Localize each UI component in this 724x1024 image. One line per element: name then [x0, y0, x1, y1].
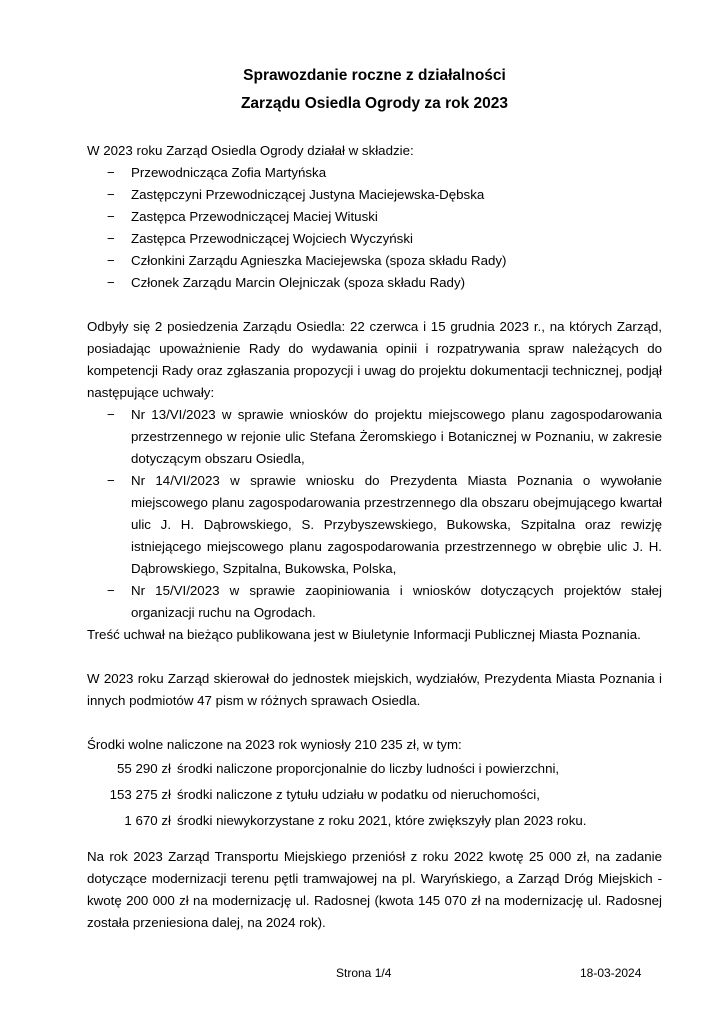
- composition-intro: W 2023 roku Zarząd Osiedla Ogrody działał w składzie:: [87, 143, 414, 158]
- document-page: [87, 62, 662, 934]
- resolution-item: − Nr 15/VI/2023 w sprawie zaopiniowania i wniosków dotyczących projektów stałej organizacji ruchu na Ogrodach.: [87, 580, 662, 624]
- fund-amount: 153 275 zł: [109, 787, 171, 802]
- resolutions-list: [87, 404, 662, 624]
- document-title-line-2: Zarządu Osiedla Ogrody za rok 2023: [240, 95, 509, 112]
- board-member: − Przewodnicząca Zofia Martyńska: [87, 162, 662, 184]
- board-member: − Zastępca Przewodniczącej Maciej Wituski: [87, 206, 662, 228]
- correspondence-paragraph: W 2023 roku Zarząd skierował do jednostek miejskich, wydziałów, Prezydenta Miasta Poznania i innych podmiotów 47 pism w różnych sprawach Osiedla.: [87, 671, 662, 708]
- document-title-line-1: Sprawozdanie roczne z działalności: [243, 67, 506, 84]
- resolution-item: − Nr 14/VI/2023 w sprawie wniosku do Prezydenta Miasta Poznania o wywołanie miejscowego planu zagospodarowania przestrzennego dla obszaru obejmującego kwartał ulic J. H. Dąbrowskiego, S. Przybyszewskiego, Bukowska, Szpitalna oraz rewizję istniejącego miejscowego planu zagospodarowania przestrzennego w obrębie ulic J. H. Dąbrowskiego, Szpitalna, Bukowska, Polska,: [87, 470, 662, 580]
- document-date: 18-03-2024: [580, 966, 642, 980]
- resolution-item: − Nr 13/VI/2023 w sprawie wniosków do projektu miejscowego planu zagospodarowania przestrzennego w rejonie ulic Stefana Żeromskiego i Botanicznej w Poznaniu, w zakresie dotyczącym obszaru Osiedla,: [87, 404, 662, 470]
- board-members-list: [87, 162, 662, 294]
- board-member: − Członek Zarządu Marcin Olejniczak (spoza składu Rady): [87, 272, 662, 294]
- board-member: − Zastępca Przewodniczącej Wojciech Wyczyński: [87, 228, 662, 250]
- page-footer: [0, 966, 724, 982]
- page-number: Strona 1/4: [336, 966, 392, 980]
- funds-breakdown: [87, 756, 662, 834]
- transfers-paragraph: Na rok 2023 Zarząd Transportu Miejskiego przeniósł z roku 2022 kwotę 25 000 zł, na zadanie dotyczące modernizacji terenu pętli tramwajowej na pl. Waryńskiego, a Zarząd Dróg Miejskich - kwotę 200 000 zł na modernizację ul. Radosnej (kwota 145 070 zł na modernizację ul. Radosnej została przeniesiona dalej, na 2024 rok).: [87, 849, 662, 930]
- fund-amount: 55 290 zł: [117, 761, 171, 776]
- meetings-paragraph: Odbyły się 2 posiedzenia Zarządu Osiedla: 22 czerwca i 15 grudnia 2023 r., na których Zarząd, posiadając upoważnienie Rady do wydawania opinii i rozpatrywania spraw należących do kompetencji Rady oraz zgłaszania propozycji i uwag do projektu dokumentacji technicznej, podjął następujące uchwały:: [87, 319, 662, 400]
- publication-note: Treść uchwał na bieżąco publikowana jest w Biuletynie Informacji Publicznej Miasta Poznania.: [87, 627, 641, 642]
- fund-description: środki niewykorzystane z roku 2021, które zwiększyły plan 2023 roku.: [177, 813, 587, 828]
- board-member: − Członkini Zarządu Agnieszka Maciejewska (spoza składu Rady): [87, 250, 662, 272]
- board-member: − Zastępczyni Przewodniczącej Justyna Maciejewska-Dębska: [87, 184, 662, 206]
- fund-description: środki naliczone proporcjonalnie do liczby ludności i powierzchni,: [177, 761, 560, 776]
- fund-amount: 1 670 zł: [124, 813, 171, 828]
- fund-description: środki naliczone z tytułu udziału w podatku od nieruchomości,: [177, 787, 540, 802]
- funds-intro: Środki wolne naliczone na 2023 rok wyniosły 210 235 zł, w tym:: [87, 737, 462, 752]
